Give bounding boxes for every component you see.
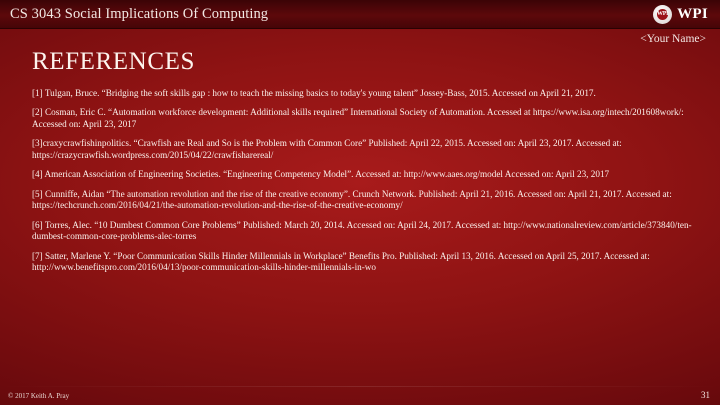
wpi-logo xyxy=(653,5,712,24)
references-list xyxy=(32,88,692,282)
footer-divider xyxy=(0,386,720,387)
wpi-seal-text: WPI xyxy=(657,11,669,17)
copyright-notice: © 2017 Keith A. Pray xyxy=(8,392,70,400)
reference-item: [5] Cunniffe, Aidan “The automation revolution and the rise of the creative economy”. Crunch Network. Published: April 21, 2016. Accessed on: April 21, 2017. Accessed at: https://techcrunch.com/2016/04/21/the-automation-revolution-and-the-rise-of-the-creative-economy/ xyxy=(32,188,672,211)
wpi-seal-icon xyxy=(653,5,672,24)
page-title: REFERENCES xyxy=(32,48,195,75)
course-title: CS 3043 Social Implications Of Computing xyxy=(10,5,269,22)
page-number: 31 xyxy=(701,390,710,400)
reference-item: [1] Tulgan, Bruce. “Bridging the soft skills gap : how to teach the missing basics to today's young talent” Jossey-Bass, 2015. Accessed on April 21, 2017. xyxy=(32,88,596,98)
author-name-placeholder: <Your Name> xyxy=(640,33,706,45)
reference-item: [6] Torres, Alec. “10 Dumbest Common Core Problems” Published: March 20, 2014. Accessed on: April 24, 2017. Accessed at: http://www.nationalreview.com/article/373840/ten-dumbest-common-core-problems-alec-torres xyxy=(32,219,692,242)
reference-item: [3]craxycrawfishinpolitics. “Crawfish are Real and So is the Problem with Common Core” Published: April 22, 2015. Accessed on: April 23, 2017. Accessed at: https://crazycrawfish.wordpress.com/2015/04/22/crawfisharereal/ xyxy=(32,138,622,161)
wpi-logo-text: WPI xyxy=(677,5,708,22)
reference-item: [4] American Association of Engineering Societies. “Engineering Competency Model”. Accessed at: http://www.aaes.org/model Accessed on: April 23, 2017 xyxy=(32,169,610,180)
reference-item: [2] Cosman, Eric C. “Automation workforce development: Additional skills required” International Society of Automation. Accessed at https://www.isa.org/intech/201608work/: Accessed on: April 23, 2017 xyxy=(32,107,684,130)
reference-item: [7] Satter, Marlene Y. “Poor Communication Skills Hinder Millennials in Workplace” Benefits Pro. Published: April 13, 2016. Accessed on April 25, 2017. Accessed at: http://www.benefitspro.com/2016/04/13/poor-communication-skills-hinder-millennials-in-wo xyxy=(32,250,650,273)
slide-header-bar xyxy=(0,0,720,29)
